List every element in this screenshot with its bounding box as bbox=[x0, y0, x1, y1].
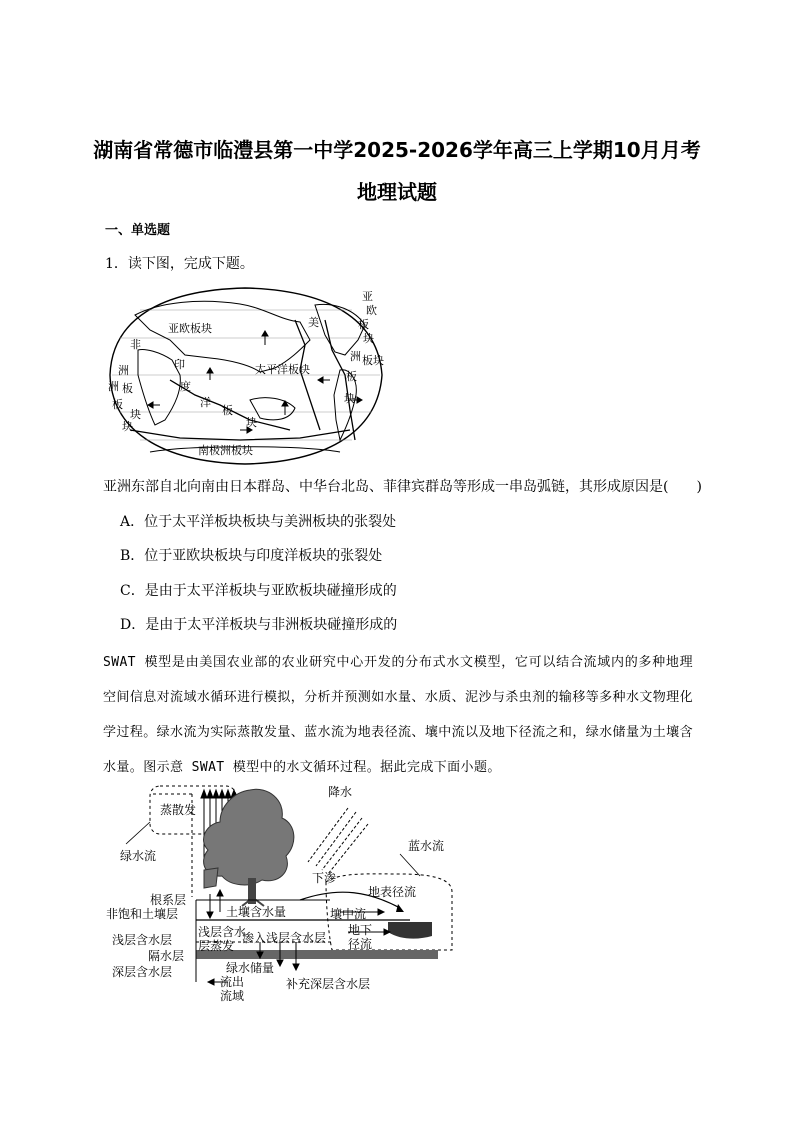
diagram-label: 流出 bbox=[220, 975, 245, 989]
option-b[interactable]: B．位于亚欧块板块与印度洋板块的张裂处 bbox=[120, 548, 383, 564]
diagram-label: 蓝水流 bbox=[408, 839, 445, 853]
map-label: 板 bbox=[358, 318, 369, 331]
diagram-label: 下渗 bbox=[312, 871, 337, 885]
diagram-label: 地表径流 bbox=[368, 885, 417, 899]
map-label: 太平洋板块 bbox=[255, 363, 310, 376]
option-a[interactable]: A．位于太平洋板块板块与美洲板块的张裂处 bbox=[120, 514, 397, 530]
map-label: 板 bbox=[346, 370, 357, 383]
diagram-label: 绿水流 bbox=[120, 849, 157, 863]
question-stem: 亚洲东部自北向南由日本群岛、中华台北岛、菲律宾群岛等形成一串岛弧链，其形成原因是( ) bbox=[103, 479, 702, 495]
map-label: 洋 bbox=[200, 396, 211, 409]
map-label: 洲 bbox=[118, 364, 129, 377]
map-label: 板 bbox=[122, 382, 133, 395]
option-d[interactable]: D．是由于太平洋板块与非洲板块碰撞形成的 bbox=[120, 617, 398, 633]
map-label: 块 bbox=[130, 408, 141, 421]
diagram-label: 蒸散发 bbox=[160, 803, 197, 817]
diagram-label: 土壤含水量 bbox=[226, 905, 287, 919]
map-label: 度 bbox=[180, 380, 191, 393]
option-c[interactable]: C．是由于太平洋板块与亚欧板块碰撞形成的 bbox=[120, 583, 397, 599]
plate-map bbox=[100, 280, 390, 468]
page-title: 湖南省常德市临澧县第一中学2025-2026学年高三上学期10月月考 bbox=[93, 138, 701, 162]
diagram-label: 降水 bbox=[328, 785, 353, 799]
map-label: 块 bbox=[344, 392, 355, 405]
diagram-label: 流域 bbox=[220, 989, 245, 1003]
section-heading: 一、单选题 bbox=[105, 223, 171, 238]
diagram-label: 浅层含水 bbox=[198, 925, 247, 939]
map-label: 非 bbox=[130, 338, 141, 351]
map-label: 洲 bbox=[108, 380, 119, 393]
diagram-label: 径流 bbox=[348, 937, 373, 951]
map-label: 亚 bbox=[362, 290, 373, 303]
diagram-label: 地下 bbox=[348, 923, 373, 937]
diagram-label: 根系层 bbox=[150, 893, 187, 907]
map-label: 块 bbox=[363, 332, 374, 345]
map-label: 板 bbox=[112, 398, 123, 411]
map-label: 洲 bbox=[350, 350, 361, 363]
diagram-label: 渗入浅层含水层 bbox=[242, 931, 327, 945]
diagram-label: 补充深层含水层 bbox=[286, 977, 371, 991]
diagram-label: 深层含水层 bbox=[112, 965, 173, 979]
diagram-label: 非饱和土壤层 bbox=[106, 907, 179, 921]
passage-text: SWAT 模型是由美国农业部的农业研究中心开发的分布式水文模型，它可以结合流域内的多种地理空间信息对流域水循环进行模拟，分析并预测如水量、水质、泥沙与杀虫剂的输移等多种水文物理化学过程。绿水流为实际蒸散发量、蓝水流为地表径流、壤中流以及地下径流之和，绿水储量为土壤含水量。图示意 SWAT 模型中的水文循环过程。据此完成下面小题。 bbox=[103, 655, 693, 775]
question-prompt: 1．读下图，完成下题。 bbox=[105, 256, 254, 272]
diagram-label: 绿水储量 bbox=[226, 961, 275, 975]
map-label: 亚欧板块 bbox=[168, 322, 212, 335]
diagram-label: 浅层含水层 bbox=[112, 933, 173, 947]
map-label: 美 bbox=[308, 316, 319, 329]
diagram-label: 隔水层 bbox=[148, 949, 185, 963]
map-label: 板块 bbox=[362, 354, 384, 367]
map-label: 南极洲板块 bbox=[198, 444, 253, 457]
map-label: 块 bbox=[122, 420, 133, 433]
diagram-label: 层蒸发 bbox=[198, 939, 235, 953]
map-label: 块 bbox=[246, 416, 257, 429]
map-label: 印 bbox=[174, 358, 185, 371]
diagram-label: 壤中流 bbox=[330, 907, 367, 921]
swat-diagram bbox=[100, 782, 460, 1010]
map-label: 板 bbox=[222, 404, 233, 417]
page-subtitle: 地理试题 bbox=[357, 180, 437, 204]
map-label: 欧 bbox=[366, 304, 377, 317]
